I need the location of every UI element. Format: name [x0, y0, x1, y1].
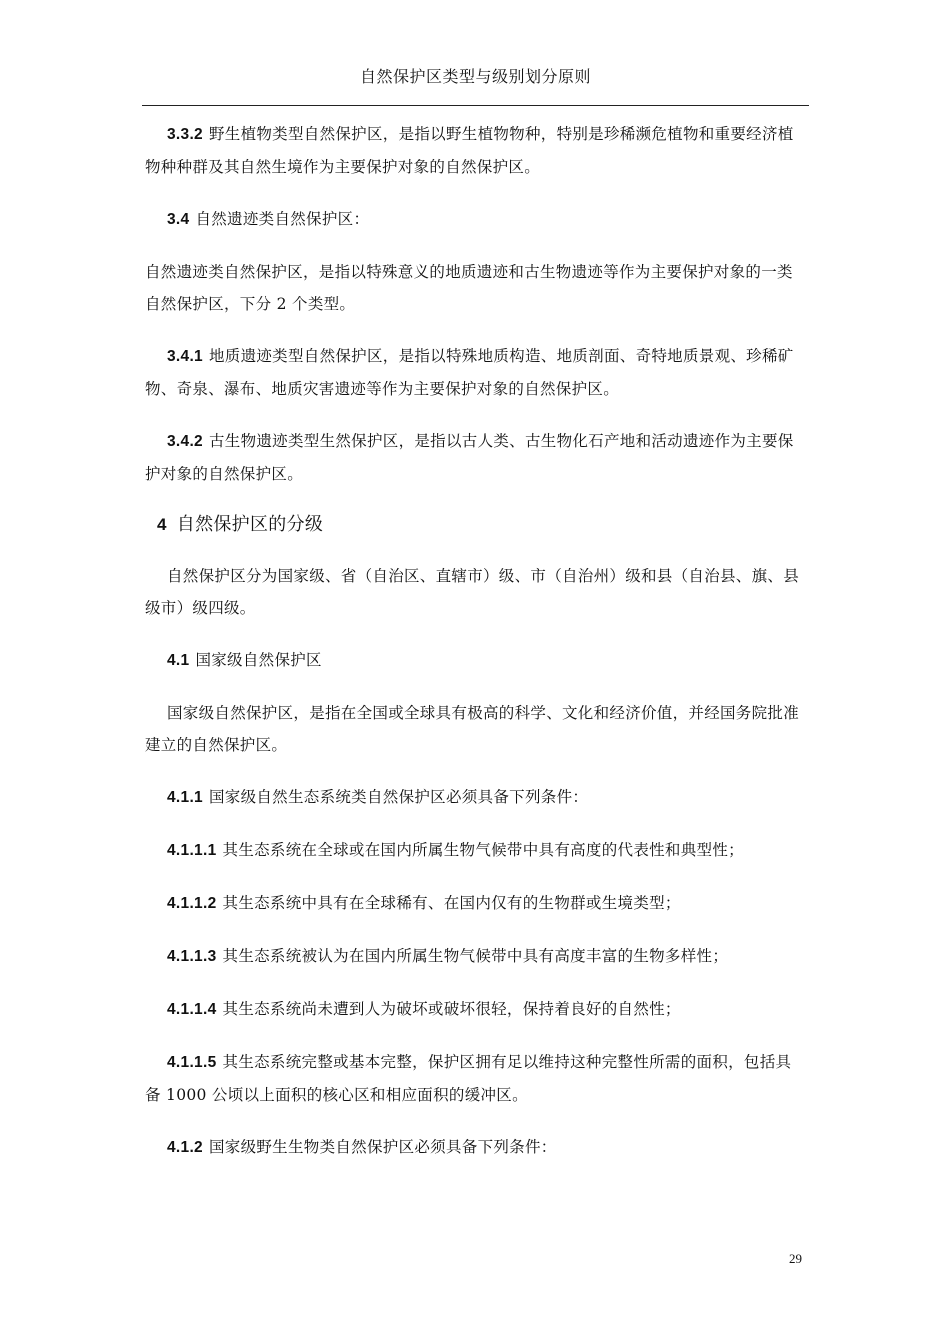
- document-body: [145, 118, 807, 1164]
- section-number: 4.1.1.5: [167, 1054, 217, 1071]
- paragraph-text: 地质遗迹类型自然保护区，是指以特殊地质构造、地质剖面、奇特地质景观、珍稀矿物、奇泉、瀑布、地质灾害遗迹等作为主要保护对象的自然保护区。: [145, 347, 794, 398]
- section-number: 3.4.1: [167, 348, 203, 365]
- paragraph-4-1-1-4: [145, 993, 807, 1026]
- paragraph-3-4-1: [145, 340, 807, 405]
- paragraph-text: 自然遗迹类自然保护区：: [195, 210, 370, 228]
- paragraph-text: 自然保护区分为国家级、省（自治区、直辖市）级、市（自治州）级和县（自治县、旗、县级市）级四级。: [145, 567, 800, 617]
- section-number: 4.1.1.3: [167, 948, 217, 965]
- section-number: 4.1.1.1: [167, 842, 217, 859]
- paragraph-text: 其生态系统尚未遭到人为破坏或破坏很轻，保持着良好的自然性；: [222, 1000, 681, 1018]
- paragraph-text: 其生态系统中具有在全球稀有、在国内仅有的生物群或生境类型；: [222, 894, 681, 912]
- paragraph-text: 国家级自然保护区: [195, 651, 322, 669]
- paragraph-text: 国家级自然生态系统类自然保护区必须具备下列条件：: [208, 788, 589, 806]
- paragraph-4-1-1-2: [145, 887, 807, 920]
- paragraph-text: 古生物遗迹类型生然保护区，是指以古人类、古生物化石产地和活动遗迹作为主要保护对象的自然保护区。: [145, 432, 794, 483]
- paragraph-4-1-1: [145, 781, 807, 814]
- page-number: 29: [789, 1251, 802, 1266]
- page-header-title: 自然保护区类型与级别划分原则: [359, 67, 591, 86]
- paragraph-text: 国家级野生生物类自然保护区必须具备下列条件：: [208, 1138, 557, 1156]
- paragraph-3-3-2: [145, 118, 807, 183]
- paragraph-3-4-2: [145, 425, 807, 490]
- section-number: 3.4: [167, 211, 190, 228]
- paragraph-national-definition: [145, 697, 807, 761]
- paragraph-grading-intro: [145, 560, 807, 624]
- paragraph-text: 其生态系统完整或基本完整，保护区拥有足以维持这种完整性所需的面积，包括具备 1000 公顷以上面积的核心区和相应面积的缓冲区。: [145, 1053, 792, 1104]
- section-number: 3.3.2: [167, 126, 203, 143]
- section-number: 4.1: [167, 652, 190, 669]
- heading-text: 自然保护区的分级: [176, 514, 324, 535]
- header-rule: [142, 105, 809, 106]
- paragraph-natural-relics-intro: [145, 256, 807, 320]
- section-number: 4: [157, 515, 167, 534]
- paragraph-text: 自然遗迹类自然保护区，是指以特殊意义的地质遗迹和古生物遗迹等作为主要保护对象的一类自然保护区，下分 2 个类型。: [145, 263, 793, 313]
- section-number: 4.1.1.2: [167, 895, 217, 912]
- section-number: 4.1.1.4: [167, 1001, 217, 1018]
- paragraph-text: 其生态系统被认为在国内所属生物气候带中具有高度丰富的生物多样性；: [222, 947, 729, 965]
- paragraph-3-4: [145, 203, 807, 236]
- section-number: 3.4.2: [167, 433, 203, 450]
- paragraph-4-1-1-5: [145, 1046, 807, 1111]
- paragraph-4-1-1-1: [145, 834, 807, 867]
- paragraph-4-1-2: [145, 1131, 807, 1164]
- section-number: 4.1.1: [167, 789, 203, 806]
- paragraph-4-1-1-3: [145, 940, 807, 973]
- paragraph-text: 野生植物类型自然保护区，是指以野生植物物种，特别是珍稀濒危植物和重要经济植物种种群及其自然生境作为主要保护对象的自然保护区。: [145, 125, 794, 176]
- paragraph-4-1: [145, 644, 807, 677]
- paragraph-text: 国家级自然保护区，是指在全国或全球具有极高的科学、文化和经济价值，并经国务院批准建立的自然保护区。: [145, 704, 800, 754]
- section-number: 4.1.2: [167, 1139, 203, 1156]
- paragraph-text: 其生态系统在全球或在国内所属生物气候带中具有高度的代表性和典型性；: [222, 841, 744, 859]
- section-heading-4: [145, 508, 807, 542]
